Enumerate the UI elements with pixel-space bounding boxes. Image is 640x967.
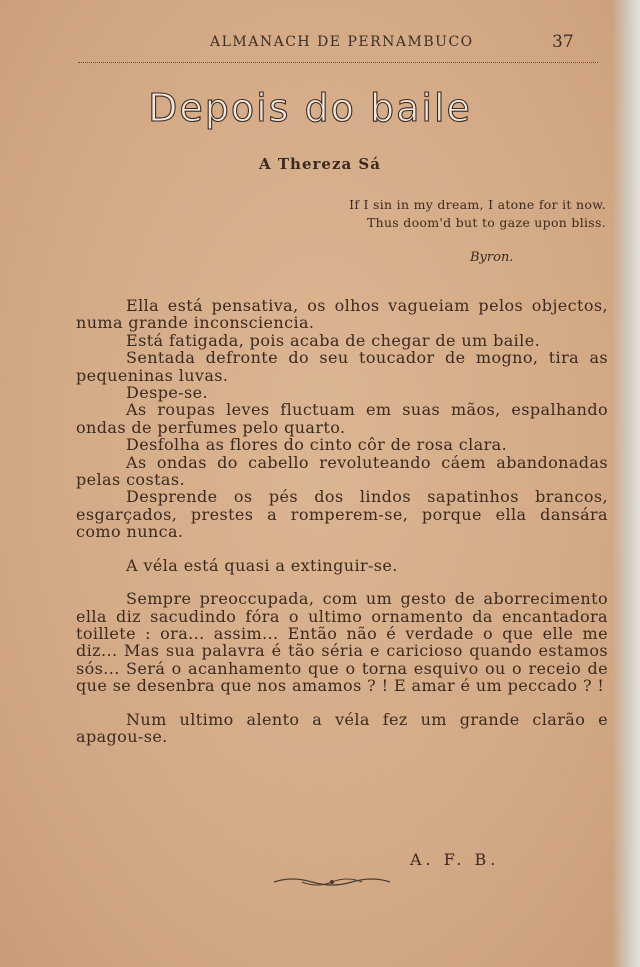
article-body bbox=[76, 297, 608, 745]
paragraph: Sentada defronte do seu toucador de mogno, tira as pequeninas luvas. bbox=[76, 348, 608, 385]
paragraph: Ella está pensativa, os olhos vagueiam pelos objectos, numa grande inconsciencia. bbox=[76, 296, 608, 333]
paragraph: As ondas do cabello revoluteando cáem abandonadas pelas costas. bbox=[76, 452, 608, 490]
header-rule bbox=[78, 62, 598, 63]
page-edge bbox=[612, 0, 640, 967]
paragraph: As roupas leves fluctuam em suas mãos, espalhando ondas de perfumes pelo quarto. bbox=[76, 400, 608, 437]
page-number: 37 bbox=[552, 32, 574, 52]
paragraph: Está fatigada, pois acaba de chegar de um baile. bbox=[126, 330, 541, 350]
paragraph: Num ultimo alento a véla fez um grande clarão e apagou-se. bbox=[76, 709, 608, 746]
epigraph bbox=[349, 196, 606, 232]
author-signature: A. F. B. bbox=[410, 850, 500, 869]
paragraph: Desprende os pés dos lindos sapatinhos brancos, esgarçados, prestes a romperem-se, porque ella dansára como nunca. bbox=[76, 487, 608, 542]
dedication: A Thereza Sá bbox=[259, 155, 381, 173]
paragraph: A véla está quasi a extinguir-se. bbox=[126, 555, 398, 575]
paragraph: Sempre preoccupada, com um gesto de aborrecimento ella diz sacudindo fóra o ultimo ornamento da encantadora toillete : ora... assim... Então não é verdade o que elle me diz... Mas sua palavra é tão séria e caricioso quando estamos sós... Será o acanhamento que o torna esquivo ou o receio de que se desenbra que nos amamos ? ! E amar é um peccado ? ! bbox=[76, 589, 608, 696]
running-head: ALMANACH DE PERNAMBUCO bbox=[210, 34, 474, 50]
epigraph-line-1: If I sin in my dream, I atone for it now. bbox=[349, 197, 606, 212]
epigraph-line-2: Thus doom'd but to gaze upon bliss. bbox=[366, 215, 606, 230]
paragraph: Despe-se. bbox=[126, 383, 208, 403]
paragraph: Desfolha as flores do cinto côr de rosa clara. bbox=[126, 435, 508, 455]
article-title: Depois do baile bbox=[148, 86, 472, 130]
page-header bbox=[0, 32, 640, 56]
epigraph-author: Byron. bbox=[470, 250, 514, 265]
ornament-flourish-icon bbox=[272, 874, 392, 890]
